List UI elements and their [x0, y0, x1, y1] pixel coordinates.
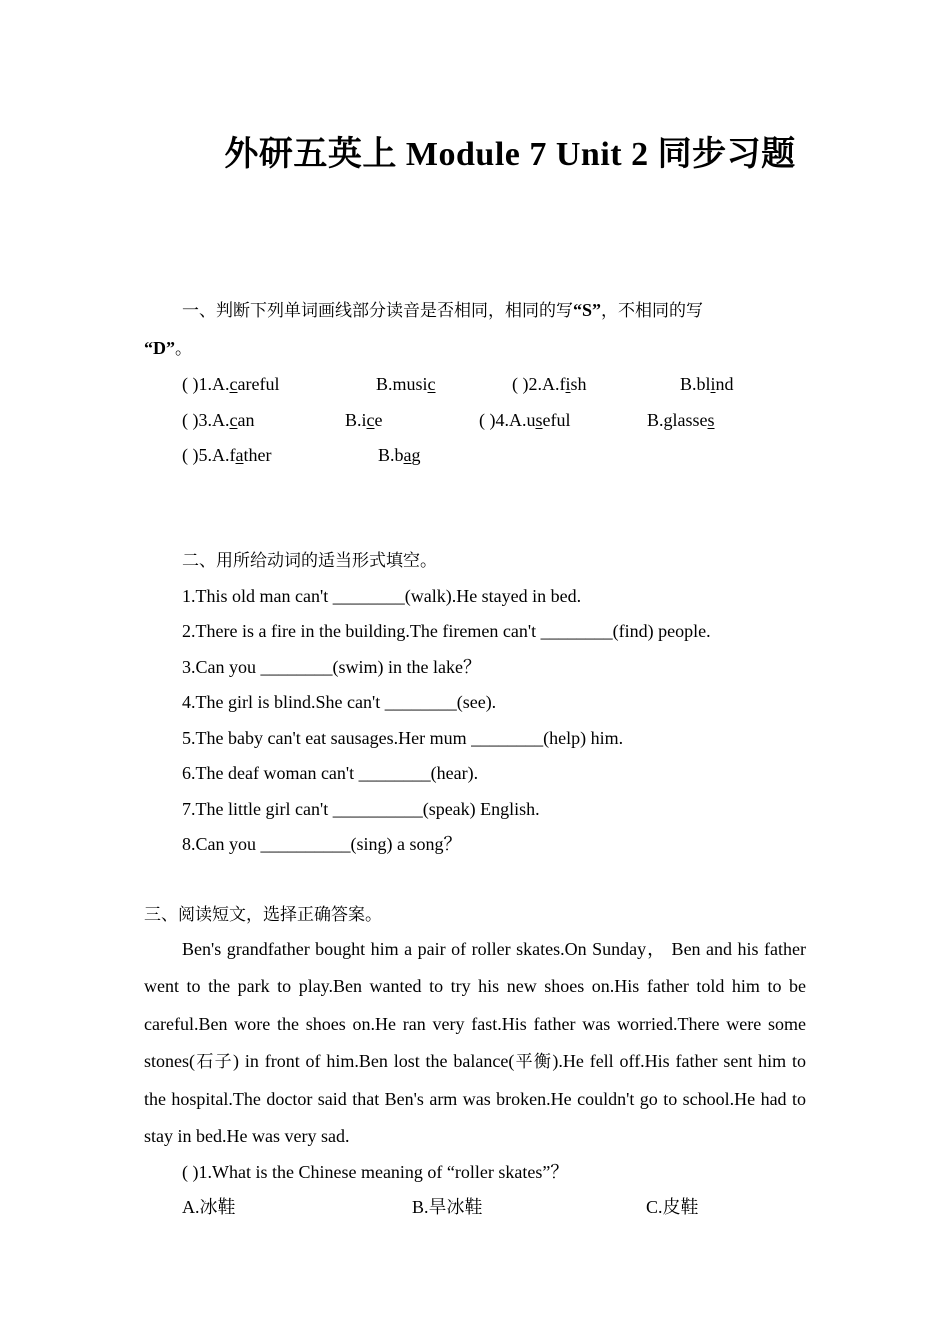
- section2-heading: 二、用所给动词的适当形式填空。: [182, 551, 437, 571]
- option-b-underlined: c: [366, 410, 375, 430]
- option-a-post: sh: [570, 374, 587, 394]
- option-a-pre: A.u: [509, 410, 536, 430]
- phonics-item-2-b: [680, 372, 734, 396]
- question-1-option-b: B.旱冰鞋: [412, 1197, 483, 1217]
- item-number: ( )4.: [479, 410, 509, 430]
- option-b-pre: B.glasse: [647, 410, 708, 430]
- phonics-item-1: [182, 372, 279, 396]
- section1-heading-mid: ，不相同的写: [601, 301, 704, 321]
- option-a-pre: A.: [212, 374, 230, 394]
- phonics-item-1-b: [376, 372, 436, 396]
- option-b-underlined: i: [710, 374, 716, 394]
- option-a-post: eful: [542, 410, 571, 430]
- item-number: ( )5.: [182, 445, 212, 465]
- option-a-post: areful: [237, 374, 280, 394]
- passage-gloss-stones: 石子: [195, 1051, 234, 1072]
- option-a-underlined: s: [535, 410, 543, 430]
- passage-part-3: ).He fell off.His father sent him to the hospital.The doctor said that Ben's arm was broken.He couldn't go to school.He had to stay in bed.He was very sad.: [144, 1050, 807, 1147]
- phonics-item-4: [479, 408, 571, 432]
- d-mark: “D”: [144, 338, 175, 358]
- s-mark: “S”: [573, 300, 602, 320]
- option-a-pre: A.f: [542, 374, 566, 394]
- option-a-pre: A.f: [212, 445, 236, 465]
- question-1-option-a: A.冰鞋: [182, 1197, 236, 1217]
- option-b-pre: B.b: [378, 445, 404, 465]
- passage-part-2: ) in front of him.Ben lost the balance(: [233, 1050, 515, 1071]
- reading-passage: [144, 931, 806, 1156]
- option-a-post: an: [237, 410, 255, 430]
- option-b-underlined: a: [403, 445, 412, 465]
- question-1-option-c: C.皮鞋: [646, 1197, 699, 1217]
- option-b-pre: B.i: [345, 410, 367, 430]
- phonics-item-3: [182, 408, 255, 432]
- option-b-post: nd: [715, 374, 734, 394]
- section1-heading-line2: [144, 336, 192, 361]
- fill-blank-item-5: 5.The baby can't eat sausages.Her mum ________(help) him.: [182, 728, 624, 748]
- fill-blank-item-7: 7.The little girl can't __________(speak) English.: [182, 799, 540, 819]
- option-a-post: ther: [243, 445, 272, 465]
- option-b-post: g: [411, 445, 421, 465]
- item-number: ( )3.: [182, 410, 212, 430]
- fill-blank-item-8: 8.Can you __________(sing) a song？: [182, 834, 462, 854]
- fill-blank-item-4: 4.The girl is blind.She can't ________(see).: [182, 692, 497, 712]
- option-b-pre: B.bl: [680, 374, 711, 394]
- fill-blank-item-3: 3.Can you ________(swim) in the lake？: [182, 657, 481, 677]
- option-a-underlined: i: [565, 374, 571, 394]
- passage-gloss-balance: 平衡: [514, 1051, 553, 1072]
- section1-heading-text: 一、判断下列单词画线部分读音是否相同，相同的写: [182, 301, 573, 321]
- passage-part-1: Ben's grandfather bought him a pair of roller skates.On Sunday， Ben and his father went to the park to play.Ben wanted to try his new shoes on.His father told him to be careful.Ben wore the shoes on.He ran very fast.His father was worried.There were some stones(: [144, 939, 806, 1071]
- phonics-item-4-b: [647, 408, 715, 432]
- phonics-item-3-b: [345, 408, 383, 432]
- phonics-item-5-b: [378, 443, 421, 467]
- option-b-post: e: [374, 410, 383, 430]
- phonics-item-2: [512, 372, 587, 396]
- fill-blank-item-2: 2.There is a fire in the building.The firemen can't ________(find) people.: [182, 621, 711, 641]
- option-b-underlined: s: [707, 410, 715, 430]
- option-a-underlined: c: [229, 374, 238, 394]
- item-number: ( )1.: [182, 374, 212, 394]
- question-1: ( )1.What is the Chinese meaning of “roller skates”？: [182, 1162, 569, 1182]
- option-b-underlined: c: [427, 374, 436, 394]
- fill-blank-item-6: 6.The deaf woman can't ________(hear).: [182, 763, 479, 783]
- option-a-underlined: a: [235, 445, 244, 465]
- fill-blank-item-1: 1.This old man can't ________(walk).He stayed in bed.: [182, 586, 582, 606]
- section3-heading: 三、阅读短文，选择正确答案。: [144, 905, 382, 925]
- section1-heading: [182, 298, 703, 323]
- phonics-item-5: [182, 443, 271, 467]
- item-number: ( )2.: [512, 374, 542, 394]
- page-title: 外研五英上 Module 7 Unit 2 同步习题: [224, 136, 796, 173]
- option-a-pre: A.: [212, 410, 230, 430]
- section1-heading-end: 。: [175, 339, 192, 359]
- option-a-underlined: c: [229, 410, 238, 430]
- option-b-pre: B.musi: [376, 374, 428, 394]
